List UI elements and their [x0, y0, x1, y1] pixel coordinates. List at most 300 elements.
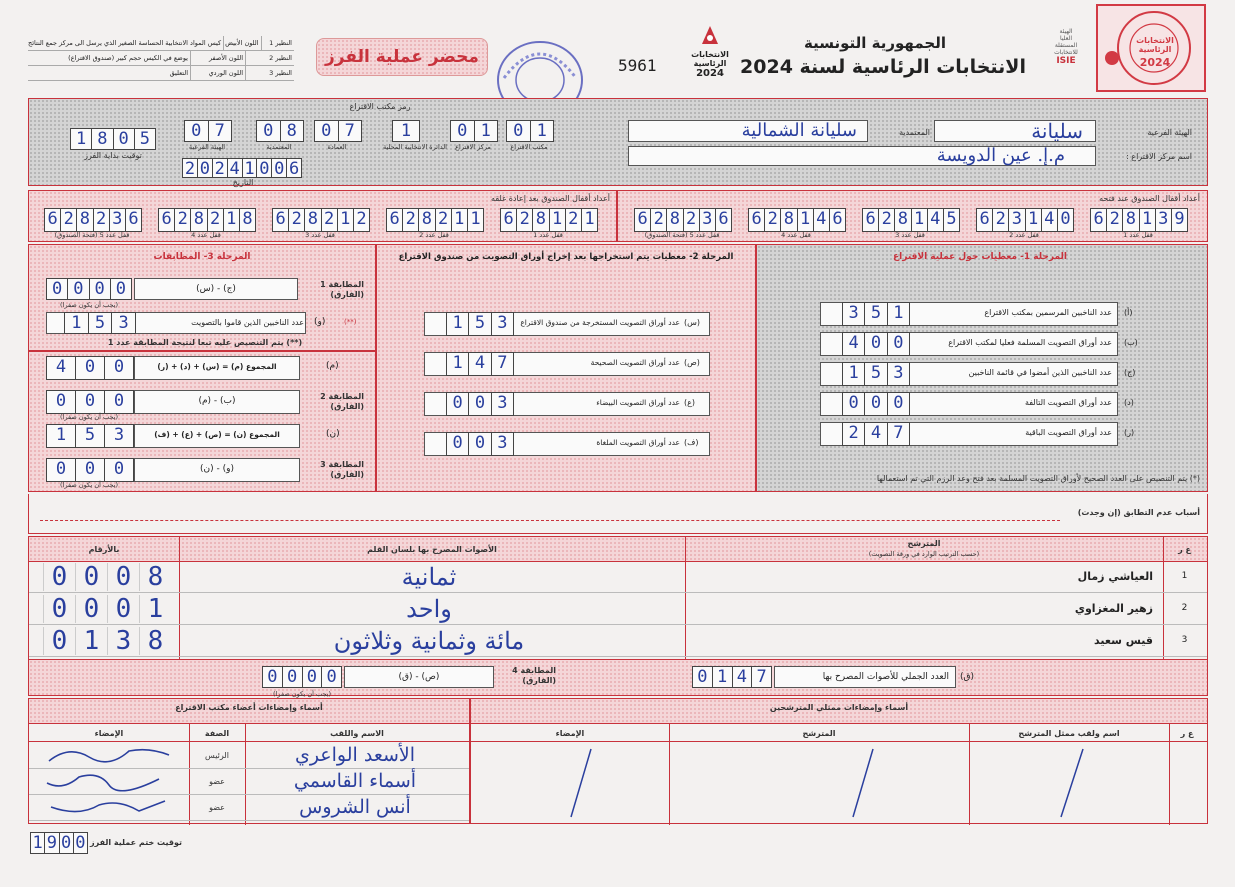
- phase2-digit: 3: [491, 313, 513, 335]
- votes-digit: 1: [75, 627, 107, 655]
- phase2-digit: 3: [491, 393, 513, 415]
- phase2-digit: 0: [468, 393, 490, 415]
- phase1-key: (ر): [1124, 428, 1135, 437]
- m1-digit: 0: [52, 279, 63, 299]
- total-value: [692, 666, 772, 688]
- w-key: (و): [314, 317, 326, 327]
- match-note: (يجب أن يكون صفرا): [60, 481, 118, 489]
- phase1-digit: 7: [887, 423, 909, 445]
- sum-label: المجموع (م) = (س) + (د) + (ر): [134, 356, 300, 380]
- col-digits: بالأرقام: [88, 545, 120, 554]
- phase1-value: [842, 392, 910, 416]
- start-time: [70, 128, 156, 150]
- copy-desc: كيس المواد الانتخابية الحساسة الصغير الذي يرسل الى مركز جمع النتائج: [28, 39, 222, 47]
- lock-digit: 6: [829, 209, 845, 231]
- phase1-value: [842, 422, 910, 446]
- lock-digit: 2: [321, 209, 337, 231]
- votes-digit: 0: [43, 563, 75, 591]
- m4-formula: (ص) - (ق): [344, 666, 494, 688]
- m1-digit: 0: [67, 279, 88, 299]
- m4-digit: 0: [267, 667, 278, 687]
- stamp-text: الانتخابات الرئاسية: [1136, 36, 1174, 54]
- lock-digit: 2: [516, 209, 532, 231]
- result-row-line: [29, 656, 1207, 657]
- start-time-digit: 1: [76, 129, 87, 149]
- lock-value: [748, 208, 846, 232]
- phase1-digit: 0: [848, 393, 859, 413]
- w-mark: (**): [344, 318, 357, 326]
- lock-label: قفل عدد 2: [419, 231, 449, 239]
- lock-label: قفل عدد 5 (فتحة الصندوق): [54, 231, 130, 239]
- form-title-box: [316, 38, 488, 76]
- lock-digit: 1: [797, 209, 813, 231]
- member-name: الأسعد الواعري: [294, 744, 416, 766]
- phase2-value: [446, 312, 514, 336]
- phase1-label: عدد الناخبين المرسمين بمكتب الاقتراع: [984, 308, 1112, 317]
- phase1-title: المرحلة 1- معطيات حول عملية الاقتراع: [892, 252, 1068, 262]
- col-divider: [179, 537, 180, 659]
- phase1-key: (أ): [1124, 308, 1133, 317]
- lock-digit: 2: [402, 209, 418, 231]
- sum-label: المجموع (ن) = (ص) + (ع) + (ف): [134, 424, 300, 448]
- col-num: ع ر: [1178, 545, 1191, 554]
- sum-key: (م): [326, 361, 339, 371]
- phase3-value: [46, 458, 134, 482]
- lock-digit: 2: [992, 209, 1008, 231]
- votes-digit: 0: [75, 595, 107, 623]
- phase1-digit: 1: [848, 363, 859, 383]
- reps-header-line: [471, 741, 1207, 742]
- m1-value: [46, 278, 132, 300]
- m1-label: المطابقة 1 (الفارق): [320, 280, 364, 299]
- m4-digit: 0: [302, 667, 322, 687]
- m1-digit: 0: [89, 279, 110, 299]
- code-label: العمادة: [327, 143, 347, 151]
- lock-digit: 2: [353, 209, 369, 231]
- copy-row: [28, 66, 294, 81]
- copy-num: النظير 1: [261, 36, 294, 50]
- lock-digit: 8: [532, 209, 548, 231]
- lock-digit: 6: [715, 209, 731, 231]
- lock-digit: 6: [1093, 209, 1104, 229]
- phase2-key: (ص): [684, 358, 700, 367]
- code-box: [256, 120, 304, 142]
- total-key: (ق): [960, 672, 975, 682]
- instance-field: [934, 120, 1096, 142]
- reps-col-candidate: المترشح: [802, 729, 836, 738]
- phase3-title: المرحلة 3- المطابقات: [153, 252, 251, 262]
- date-digit: 0: [256, 159, 271, 177]
- election-logo: [686, 24, 734, 86]
- lock-label: قفل عدد 5 (فتحة الصندوق): [644, 231, 720, 239]
- votes-words: ثمانية: [401, 563, 457, 591]
- phase1-key: (د): [1124, 398, 1134, 407]
- official-stamp-red: [1096, 4, 1206, 92]
- results-table: [28, 536, 1208, 660]
- start-time-digit: 8: [91, 129, 112, 149]
- isie-logo: [1040, 28, 1092, 76]
- phase3-digit: 5: [75, 425, 104, 447]
- code-label: الهيئة الفرعية: [188, 143, 226, 151]
- lock-value: [634, 208, 732, 232]
- lock-digit: 6: [751, 209, 762, 229]
- code-digit: 0: [191, 121, 202, 141]
- lock-digit: 5: [943, 209, 959, 231]
- lock-digit: 8: [666, 209, 682, 231]
- reps-col-name: اسم ولقب ممثل المترشح: [1018, 729, 1120, 738]
- end-time-digit: 0: [73, 833, 87, 853]
- col-candidate: المترشح: [907, 539, 941, 548]
- start-time-digit: 5: [134, 129, 155, 149]
- stamp-year: 2024: [1139, 56, 1171, 69]
- center-label: اسم مركز الاقتراع :: [1126, 152, 1192, 161]
- copy-color: اللون الوردي: [190, 66, 245, 80]
- phase2-digit: 3: [491, 433, 513, 455]
- phase3-digit: 0: [75, 391, 104, 413]
- isie-line: المستقلة: [1054, 42, 1078, 49]
- phase2-digit: 4: [468, 353, 490, 375]
- phase1-key: (ج): [1124, 368, 1136, 377]
- isie-abbr: ISIE: [1056, 56, 1076, 66]
- candidate-num: 2: [1181, 603, 1188, 613]
- lock-digit: 3: [699, 209, 715, 231]
- phase1-value: [842, 332, 910, 356]
- phase1-label: عدد أوراق التصويت المسلمة فعليا لمكتب الاقتراع: [948, 338, 1112, 347]
- date-digit: 0: [271, 159, 286, 177]
- lock-digit: 6: [47, 209, 58, 229]
- date-digit: 2: [184, 159, 196, 179]
- m4-note: (يجب أن يكون صفرا): [273, 690, 331, 698]
- copy-color: اللون الأصفر: [190, 51, 245, 65]
- lock-digit: 8: [1122, 209, 1138, 231]
- code-digit: 1: [530, 121, 554, 141]
- members-col-sign: الإمضاء: [94, 729, 124, 738]
- lock-digit: 2: [435, 209, 451, 231]
- isie-line: العليا: [1059, 35, 1072, 42]
- match-note: (يجب أن يكون صفرا): [60, 413, 118, 421]
- date-digit: 0: [197, 159, 212, 177]
- locks-open-title: أعداد أقفال الصندوق عند فتحه: [1099, 194, 1200, 203]
- election-title: الانتخابات الرئاسية لسنة 2024: [740, 56, 1026, 78]
- lock-value: [1090, 208, 1188, 232]
- candidate-name: زهير المغزاوي: [1074, 602, 1153, 615]
- phase3-digit: 0: [75, 357, 104, 379]
- phase3-digit: 0: [55, 459, 67, 479]
- date-digit: 1: [242, 159, 257, 177]
- code-label: مركز الاقتراع: [455, 143, 491, 151]
- phase2-digit: 1: [452, 313, 463, 333]
- lock-value: [272, 208, 370, 232]
- code-digit: 1: [474, 121, 498, 141]
- reps-col-num: ع ر: [1180, 729, 1194, 738]
- phase2-digit: 5: [468, 313, 490, 335]
- lock-digit: 2: [174, 209, 190, 231]
- phase3-digit: 4: [55, 357, 67, 377]
- delegation-label: المعتمدية: [899, 128, 930, 137]
- member-role: عضو: [209, 777, 225, 786]
- mismatch-label: أسباب عدم التطابق (إن وجدت): [1077, 508, 1200, 517]
- lock-digit: 2: [683, 209, 699, 231]
- code-digit: 0: [263, 121, 274, 141]
- w-note: (**) يتم التنصيص عليه تبعا لنتيجة المطابقة عدد 1: [107, 338, 303, 347]
- phase2-value: [446, 392, 514, 416]
- lock-digit: 4: [927, 209, 943, 231]
- votes-digit: 1: [139, 595, 171, 623]
- lock-digit: 2: [650, 209, 666, 231]
- lock-digit: 1: [223, 209, 239, 231]
- instance-label: الهيئة الفرعية: [1147, 128, 1192, 137]
- votes-digit: 0: [43, 627, 75, 655]
- phase1-digit: 1: [887, 303, 909, 325]
- republic-title: الجمهورية التونسية: [804, 34, 946, 52]
- end-time-digit: 0: [59, 833, 73, 853]
- reps-col-sign: الإمضاء: [555, 729, 585, 738]
- phase3-value: [46, 356, 134, 380]
- lock-digit: 1: [581, 209, 597, 231]
- phase2-label: عدد أوراق التصويت الملغاة: [596, 438, 680, 447]
- total-digit: 1: [712, 667, 732, 687]
- center-value: م.إ. عين الدويسة: [936, 145, 1065, 166]
- votes-digit: 0: [75, 563, 107, 591]
- phase1-digit: 0: [864, 333, 886, 355]
- end-time: [30, 832, 88, 854]
- phase2-digit: 0: [452, 433, 463, 453]
- total-digit: 0: [697, 667, 708, 687]
- totals-row: [28, 660, 1208, 696]
- votes-digit: 0: [107, 563, 139, 591]
- copy-num: النظير 2: [245, 51, 294, 65]
- date-label: التاريخ: [232, 178, 254, 187]
- member-role: الرئيس: [205, 751, 229, 760]
- code-label: مكتب الاقتراع: [510, 143, 548, 151]
- lock-digit: 4: [813, 209, 829, 231]
- lock-digit: 1: [337, 209, 353, 231]
- phase1-label: عدد أوراق التصويت التالفة: [1024, 398, 1112, 407]
- lock-digit: 8: [418, 209, 434, 231]
- lock-digit: 1: [1025, 209, 1041, 231]
- phase2-key: (ع): [684, 398, 696, 407]
- m4-value: [262, 666, 342, 688]
- lock-label: قفل عدد 3: [305, 231, 335, 239]
- copies-table: [28, 36, 294, 80]
- phase2-key: (س): [684, 318, 701, 327]
- lock-value: [862, 208, 960, 232]
- start-time-label: توقيت بداية الفرز: [84, 151, 142, 160]
- candidate-num: 1: [1181, 571, 1188, 581]
- instance-value: سليانة: [1031, 119, 1083, 143]
- votes-digit: 8: [139, 627, 171, 655]
- phase2-digit: 0: [452, 393, 463, 413]
- member-name: أسماء القاسمي: [293, 770, 417, 792]
- copy-color: اللون الأبيض: [223, 36, 260, 50]
- phase1-rows: [820, 302, 1138, 444]
- lock-digit: 6: [389, 209, 400, 229]
- lock-digit: 6: [275, 209, 286, 229]
- sum-key: (ن): [326, 429, 340, 439]
- phase3-digit: 0: [104, 391, 133, 413]
- lock-digit: 2: [93, 209, 109, 231]
- votes-words: مائة وثمانية وثلاثون: [333, 627, 525, 655]
- date-digit: 4: [227, 159, 242, 177]
- votes-digit: 8: [139, 563, 171, 591]
- member-name: أنس الشروس: [299, 796, 411, 818]
- m1-note: (يجب أن يكون صفرا): [60, 301, 118, 309]
- result-row-line: [29, 624, 1207, 625]
- col-candidate-sub: (حسب الترتيب الوارد في ورقة التصويت): [868, 550, 980, 558]
- phase2-digit: 7: [491, 353, 513, 375]
- lock-digit: 6: [125, 209, 141, 231]
- copy-row: [28, 51, 294, 66]
- lock-digit: 8: [894, 209, 910, 231]
- phase2-title: المرحلة 2- معطيات يتم استخراجها بعد إخراج أوراق التصويت من صندوق الاقتراع: [398, 252, 734, 262]
- result-row-line: [29, 592, 1207, 593]
- phase1-digit: 4: [848, 333, 859, 353]
- phase2-value: [446, 432, 514, 456]
- match-formula: (ب) - (م): [134, 390, 300, 414]
- lock-digit: 1: [1139, 209, 1155, 231]
- form-title: محضر عملية الفرز: [325, 47, 479, 67]
- code-title: رمز مكتب الاقتراع: [349, 102, 411, 111]
- phase1-digit: 2: [848, 423, 859, 443]
- lock-value: [386, 208, 484, 232]
- members-col-name: الاسم واللقب: [330, 729, 384, 738]
- phase1-digit: 0: [864, 393, 886, 415]
- phase2-value: [446, 352, 514, 376]
- mismatch-row: [28, 494, 1208, 534]
- signature-scribble: [39, 743, 179, 767]
- phase1-value: [842, 362, 910, 386]
- phase1-digit: 3: [848, 303, 859, 323]
- copy-num: النظير 3: [245, 66, 294, 80]
- end-time-digit: 9: [44, 833, 58, 853]
- lock-label: قفل عدد 1: [533, 231, 563, 239]
- code-digit: 7: [338, 121, 362, 141]
- m4-digit: 0: [321, 667, 341, 687]
- code-box: [184, 120, 232, 142]
- signature-scribble: [39, 795, 179, 819]
- lock-value: [44, 208, 142, 232]
- code-digit: 0: [457, 121, 468, 141]
- w-value: [64, 312, 136, 334]
- votes-digits: [43, 595, 171, 623]
- phase3-digit: 0: [104, 357, 133, 379]
- members-title: أسماء وإمضاءات أعضاء مكتب الاقتراع: [175, 703, 323, 712]
- votes-digit: 0: [43, 595, 75, 623]
- copy-desc: يوضع في الكيس حجم كبير (صندوق الاقتراع): [68, 54, 188, 62]
- lock-digit: 2: [764, 209, 780, 231]
- lock-digit: 8: [239, 209, 255, 231]
- lock-digit: 0: [1057, 209, 1073, 231]
- lock-digit: 2: [60, 209, 76, 231]
- phase2-label: عدد أوراق التصويت المستخرجة من صندوق الاقتراع: [520, 318, 680, 327]
- w-digit: 5: [88, 313, 112, 333]
- lock-digit: 4: [1041, 209, 1057, 231]
- code-box: [314, 120, 362, 142]
- lock-digit: 2: [565, 209, 581, 231]
- isie-line: للانتخابات: [1054, 49, 1078, 56]
- code-digit: 7: [208, 121, 232, 141]
- flag-icon: [698, 24, 722, 46]
- code-box: [506, 120, 554, 142]
- m1-digit: 0: [110, 279, 131, 299]
- phase3-digit: 3: [104, 425, 133, 447]
- reps-title: أسماء وإمضاءات ممثلي المترشحين: [769, 703, 909, 712]
- m1-formula: (ج) - (س): [134, 278, 298, 300]
- code-digit: 0: [321, 121, 332, 141]
- lock-value: [158, 208, 256, 232]
- code-digit: 0: [513, 121, 524, 141]
- lock-digit: 8: [304, 209, 320, 231]
- phase3-digit: 0: [55, 391, 67, 411]
- date-digit: 6: [286, 159, 301, 177]
- lock-label: قفل عدد 2: [1009, 231, 1039, 239]
- lock-digit: 2: [207, 209, 223, 231]
- member-row-line: [29, 820, 469, 821]
- lock-digit: 3: [1155, 209, 1171, 231]
- locks-open-row: [634, 206, 1194, 240]
- phase1-digit: 4: [864, 423, 886, 445]
- copy-row: [28, 36, 294, 51]
- center-field: [628, 146, 1096, 166]
- phase2-digit: 1: [452, 353, 463, 373]
- phase3-digit: 0: [75, 459, 104, 481]
- lock-digit: 1: [451, 209, 467, 231]
- phase1-note: (*) يتم التنصيص على العدد الصحيح لأوراق التصويت المسلمة بعد فتح وعد الرزم التي تم استعمالها: [876, 474, 1200, 483]
- lock-digit: 8: [780, 209, 796, 231]
- phase1-label: عدد أوراق التصويت الباقية: [1025, 428, 1112, 437]
- lock-label: قفل عدد 1: [1123, 231, 1153, 239]
- logo-year: 2024: [696, 68, 724, 79]
- lock-digit: 3: [1008, 209, 1024, 231]
- total-digit: 4: [732, 667, 752, 687]
- w-digit: 3: [111, 313, 135, 333]
- candidate-name: قيس سعيد: [1094, 634, 1153, 647]
- lock-digit: 6: [865, 209, 876, 229]
- end-time-digit: 1: [32, 833, 43, 853]
- lock-digit: 8: [76, 209, 92, 231]
- code-box: [392, 120, 420, 142]
- phase2-key: (ف): [684, 438, 699, 447]
- phase1-key: (ب): [1124, 338, 1138, 347]
- m4-label: المطابقة 4 (الفارق): [512, 666, 556, 685]
- lock-digit: 1: [911, 209, 927, 231]
- locks-close-row: [44, 206, 604, 240]
- lock-digit: 9: [1171, 209, 1187, 231]
- lock-digit: 2: [1106, 209, 1122, 231]
- copy-desc: التعليق: [169, 69, 188, 77]
- candidate-num: 3: [1181, 635, 1188, 645]
- lock-digit: 2: [878, 209, 894, 231]
- phase3-digit: 1: [55, 425, 67, 445]
- lock-digit: 6: [161, 209, 172, 229]
- delegation-value: سليانة الشمالية: [741, 120, 857, 141]
- end-time-label: توقيت ختم عملية الفرز: [90, 838, 182, 847]
- lock-digit: 1: [549, 209, 565, 231]
- delegation-field: [628, 120, 868, 142]
- phase2-label: عدد أوراق التصويت البيضاء: [596, 398, 680, 407]
- phase2-digit: 0: [468, 433, 490, 455]
- code-label: الدائرة الانتخابية المحلية: [383, 143, 447, 151]
- start-time-digit: 0: [113, 129, 134, 149]
- members-col-divider: [245, 723, 246, 825]
- reps-crossed-strokes: [471, 743, 1207, 823]
- phase3-sums: [46, 356, 368, 492]
- total-digit: 7: [751, 667, 771, 687]
- votes-digit: 0: [107, 595, 139, 623]
- code-digit: 1: [400, 121, 412, 141]
- phase1-digit: 5: [864, 303, 886, 325]
- match-formula: (و) - (ن): [134, 458, 300, 482]
